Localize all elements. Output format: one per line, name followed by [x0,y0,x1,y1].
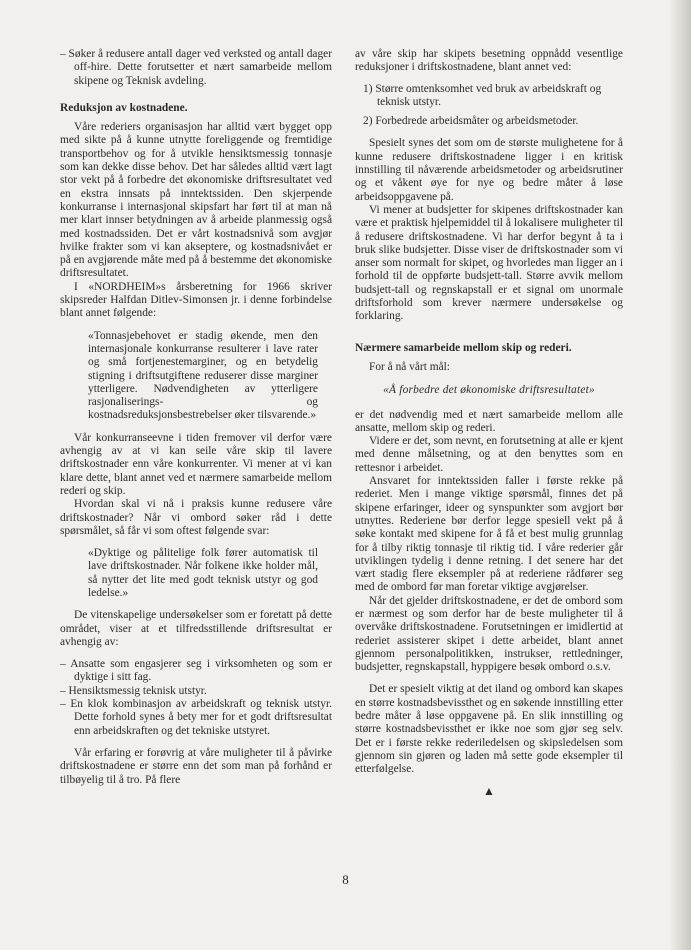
list-item: 2) Forbedrede arbeidsmåter og arbeidsmetoder. [363,115,579,128]
end-triangle-icon: ▲ [483,783,495,798]
block-quote: «Dyktige og pålitelige folk fører automatisk til lave driftskostnader. Når folkene ikke holder mål, så nytter det lite med godt teknisk utstyr og god ledelse.» [88,547,318,599]
paragraph: Vår erfaring er forøvrig at våre muligheter til å påvirke driftskostnadene er større enn det som man på forhånd er tilbøyelig til å tro. På flere [60,746,332,786]
list-item: – Hensiktsmessig teknisk utstyr. [60,684,207,697]
bullet-list [60,658,332,738]
paragraph: er det nødvendig med et nært samarbeide mellom alle ansatte, mellom skip og rederi. [355,408,623,434]
page-edge-shadow [669,0,691,950]
paragraph: Hvordan skal vi nå i praksis kunne redusere våre driftskostnader? Når vi ombord søker råd i dette spørsmålet, så får vi som oftest følgende svar: [60,498,332,537]
paragraph: Det er spesielt viktig at det iland og ombord kan skapes en større kostnadsbevissthet og en søkende innstilling etter bedre måter å løse oppgavene på. En slik innstilling og større kostnadsbevissthet er ikke noe som gjør seg selv. Det er i første rekke rederiledelsen og skipsledelsen som gjennom sin gjøren og laden må sette gode eksempler til etterfølgelse. [355,683,623,776]
list-item: – Ansatte som engasjerer seg i virksomheten og som er dyktige i sitt fag. [60,658,332,684]
paragraph: Vi mener at budsjetter for skipenes driftskostnader kan være et praktisk hjelpemiddel til å lokalisere muligheter til å redusere driftskostnadene. Vi har derfor begynt å ta i bruk slike budsjetter. Disse viser de driftskostnader som vi anser som normalt for skipet, og hvorledes man ligger an i forhold til de oppførte budsjett-tall. Større avvik mellom budsjett-tall og regnskapstall er et signal om unormale driftsforhold som krever nærmere undersøkelse og forklaring. [355,203,623,323]
paragraph: av våre skip har skipets besetning oppnådd vesentlige reduksjoner i driftskostnadene, blant annet ved: [355,48,623,74]
page-number: 8 [342,872,349,887]
block-quote: «Tonnasjebehovet er stadig økende, men den internasjonale konkurranse resulterer i lave rater og små fortjenestemarginer, og en betydelig stigning i driftsutgiftene reduserer disse marginer ytterligere. Nødvendigheten av ytterligere rasjonaliserings- og kostnadsreduksjonsbestrebelser øker tilsvarende.» [88,329,318,422]
heading-cost-reduction: Reduksjon av kostnadene. [60,101,188,114]
list-item: 1) Større omtenksomhet ved bruk av arbeidskraft og teknisk utstyr. [363,82,602,108]
paragraph: De vitenskapelige undersøkelser som er foretatt på dette området, viser at et tilfredsstillende driftsresultat er avhengig av: [60,609,332,648]
right-column [355,48,623,798]
paragraph: Våre rederiers organisasjon har alltid vært bygget opp med sikte på å kunne utnytte foreliggende og fremtidige transportbehov og for å utvikle hensiktsmessig tonnasje som kan dekke disse behov. Det har således alltid vært lagt stor vekt på å forbedre det økonomiske driftsresultatet ved en ekstra innsats på inntektssiden. Den skjerpende konkurranse i internasjonal skipsfart har ført til at man nå mer klart innser betydningen av å arbeide planmessig også med kostnadssiden. Det er vårt kostnadsnivå som avgjør hvilke frakter som vi kan akseptere, og kostnadsnivået er på en avgjørende måte med på å bestemme det økonomiske driftsresultatet. [60,121,332,280]
list-item: – En klok kombinasjon av arbeidskraft og teknisk utstyr. Dette forhold synes å bety mer for et godt driftsresultat enn arbeidskraften og det tekniske utstyret. [60,698,332,737]
heading-cooperation: Nærmere samarbeide mellom skip og rederi. [355,341,572,354]
paragraph: Vår konkurranseevne i tiden fremover vil derfor være avhengig av at vi kan seile våre skip til lavere driftskostnader enn våre konkurrenter. Vi mener at vi kan klare dette, blant annet ved et nærmere samarbeide mellom rederi og skip. [60,431,332,497]
paragraph: I «NORDHEIM»s årsberetning for 1966 skriver skipsreder Halfdan Ditlev-Simonsen jr. i denne forbindelse blant annet følgende: [60,280,332,320]
paragraph: Når det gjelder driftskostnadene, er det de ombord som er nærmest og som derfor har de beste muligheter til å overvåke driftskostnadene. Forutsetningen er imidlertid at rederiet assisterer skipet i dette arbeidet, blant annet gjennom personalpolitikken, instrukser, rettledninger, budsjetter, regnskapstall, hyppigere besøk ombord o.s.v. [355,594,623,674]
paragraph: Spesielt synes det som om de største mulighetene for å kunne redusere driftskostnadene ligger i en kritisk innstilling til nåværende arbeidsmetoder og arbeidsrutiner og et våkent øye for nye og bedre måter å løse arbeidsoppgavene på. [355,137,623,203]
intro-bullet: – Søker å redusere antall dager ved verksted og antall dager off-hire. Dette forutsetter et nært samarbeide mellom skipene og Teknisk avdeling. [60,48,332,87]
paragraph: For å nå vårt mål: [369,360,450,373]
paragraph: Ansvaret for inntektssiden faller i første rekke på rederiet. Men i mange viktige spørsmål, finnes det på skipene erfaringer, ideer og synspunkter som avgjort bør utnyttes. Rederiene bør derfor legge spesiell vekt på å søke kontakt med skipene for å få et best mulig grunnlag for å tilby riktig tonnasje til riktig tid. I våre rederier går utviklingen tydelig i denne retning. I det senere har det vært stadig flere eksempler på at rederiene rådfører seg med de ombord før man foretar viktige avgjørelser. [355,475,623,594]
left-column [60,48,332,787]
goal-quote: «Å forbedre det økonomiske driftsresultatet» [383,384,595,397]
numbered-list [355,83,623,129]
paragraph: Videre er det, som nevnt, en forutsetning at alle er kjent med denne målsetning, og at den benyttes som en rettesnor i arbeidet. [355,435,623,474]
